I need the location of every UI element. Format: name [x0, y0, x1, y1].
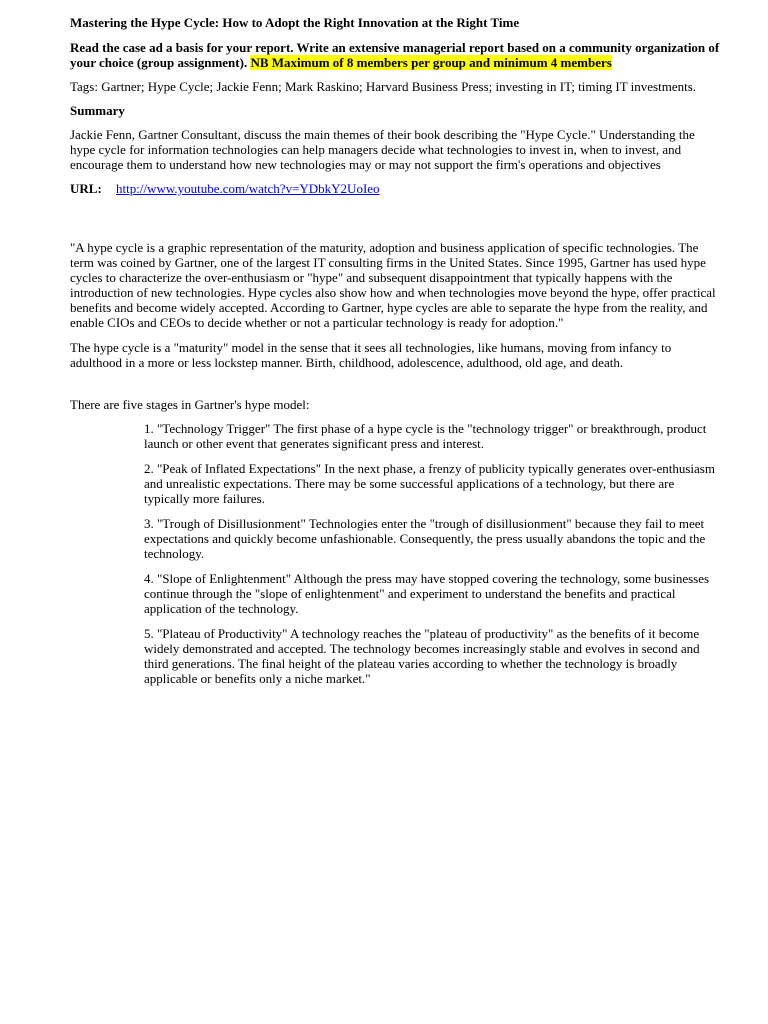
tags-line — [70, 79, 720, 94]
tags-label: Tags: — [70, 79, 98, 94]
summary-heading: Summary — [70, 103, 125, 118]
url-label: URL: — [70, 181, 102, 196]
url-link[interactable]: http://www.youtube.com/watch?v=YDbkY2UoIeo — [116, 181, 380, 196]
summary-text: Jackie Fenn, Gartner Consultant, discuss the main themes of their book describing the "Hype Cycle." Understanding the hype cycle for information technologies can help managers decide what technologies to invest in, when to invest, and encourage them to understand how new technologies may or may not support the firm's operations and objectives — [70, 127, 695, 172]
assignment-instructions — [70, 40, 720, 70]
hype-cycle-definition: "A hype cycle is a graphic representation of the maturity, adoption and business application of specific technologies. The term was coined by Gartner, one of the largest IT consulting firms in the United States. Since 1995, Gartner has used hype cycles to characterize the over-enthusiasm or "hype" and subsequent disappointment that typically happens with the introduction of new technologies. Hype cycles also show how and when technologies move beyond the hype, offer practical benefits and become widely accepted. According to Gartner, hype cycles are able to separate the hype from the reality, and enable CIOs and CEOs to decide whether or not a particular technology is ready for adoption." — [70, 240, 716, 330]
assignment-text: Read the case ad a basis for your report. Write an extensive managerial report based on a community organization of your choice (group assignment). — [70, 40, 720, 70]
document-title: Mastering the Hype Cycle: How to Adopt the Right Innovation at the Right Time — [70, 15, 520, 30]
document-page — [70, 15, 720, 696]
tags-value: Gartner; Hype Cycle; Jackie Fenn; Mark Raskino; Harvard Business Press; investing in IT; timing IT investments. — [101, 79, 697, 94]
assignment-highlight: NB Maximum of 8 members per group and minimum 4 members — [250, 55, 612, 70]
stage-item-trough-of-disillusionment: 3. "Trough of Disillusionment" Technologies enter the "trough of disillusionment" because they fail to meet expectations and quickly become unfashionable. Consequently, the press usually abandons the topic and the technology. — [144, 516, 706, 561]
stage-item-slope-of-enlightenment: 4. "Slope of Enlightenment" Although the press may have stopped covering the technology, some businesses continue through the "slope of enlightenment" and experiment to understand the benefits and practical application of the technology. — [144, 571, 710, 616]
stages-intro: There are five stages in Gartner's hype model: — [70, 397, 310, 412]
stage-item-plateau-of-productivity: 5. "Plateau of Productivity" A technology reaches the "plateau of productivity" as the benefits of it become widely demonstrated and accepted. The technology becomes increasingly stable and evolves in second and third generations. The final height of the plateau varies according to whether the technology is broadly applicable or benefits only a niche market." — [144, 626, 700, 686]
stage-item-technology-trigger: 1. "Technology Trigger" The first phase of a hype cycle is the "technology trigger" or breakthrough, product launch or other event that generates significant press and interest. — [144, 421, 707, 451]
stage-list — [70, 421, 720, 686]
stage-item-peak-of-inflated-expectations: 2. "Peak of Inflated Expectations" In the next phase, a frenzy of publicity typically generates over-enthusiasm and unrealistic expectations. There may be some successful applications of a technology, but there are typically more failures. — [144, 461, 715, 506]
url-line — [70, 181, 720, 196]
maturity-model-paragraph: The hype cycle is a "maturity" model in the sense that it sees all technologies, like humans, moving from infancy to adulthood in a more or less lockstep manner. Birth, childhood, adolescence, adulthood, old age, and death. — [70, 340, 672, 370]
